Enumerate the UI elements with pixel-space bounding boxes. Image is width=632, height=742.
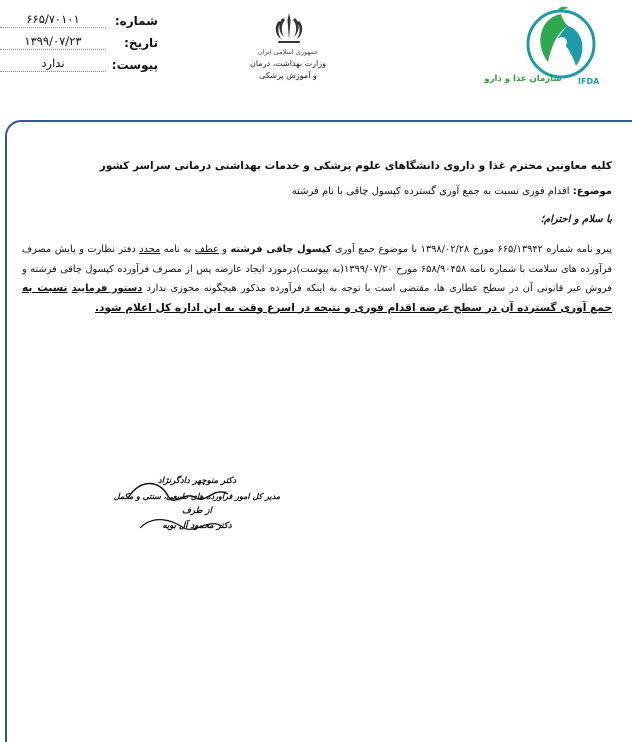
ministry-name-line1: وزارت بهداشت، درمان — [250, 59, 326, 68]
attachment-row — [0, 50, 158, 72]
letter-paragraph — [22, 240, 612, 318]
para-part-2: و — [218, 244, 231, 255]
letter-meta — [0, 6, 158, 72]
signer-delegate: دکتر محمود آل بویه — [162, 521, 232, 531]
para-directive: نسبت به جمع آوری گسترده آن در سطح عرضه اقدام فوری و نتیجه در اسرع وقت به این اداره کل اعلام شود. — [22, 282, 612, 314]
date-label: تاریخ: — [124, 36, 158, 50]
signer-title: مدیر کل امور فرآورده های طبیعی، سنتی و مکمل — [113, 492, 281, 501]
number-row — [0, 6, 158, 28]
para-part-3: به نامه — [160, 244, 195, 255]
ministry-block — [218, 46, 358, 82]
recipient-line: کلیه معاونین محترم غذا و داروی دانشگاهای علوم پزشکی و خدمات بهداشتی درمانی سراسر کشور — [99, 160, 612, 172]
org-name: سازمان غذا و دارو — [484, 74, 562, 84]
iran-emblem-icon — [272, 10, 306, 46]
greeting: با سلام و احترام؛ — [540, 214, 612, 225]
date-value: ۱۳۹۹/۰۷/۲۳ — [0, 34, 106, 50]
ministry-country: جمهوری اسلامی ایران — [257, 48, 319, 56]
signature-block — [112, 474, 282, 534]
para-ref-word: عطف — [194, 244, 219, 255]
number-label: شماره: — [114, 14, 158, 28]
number-value: ۶۶۵/۷۰۱۰۱ — [0, 12, 106, 28]
subject-line — [27, 186, 612, 197]
para-part-4: دفتر نظارت و پایش مصرف فرآورده های سلامت با شماره نامه ۶۵۸/۹۰۴۵۸ مورخ ۱۳۹۹/۰۷/۲۰(به پیوست)درمورد ایجاد عارضه پس از مصرف فرآورده کپسول چاقی فرشته و فروش غیر قانونی آن در سطح عطاری ها، مقتضی است با توجه به اینکه فرآورده مذکور هیچگونه مجوزی ندارد — [22, 244, 613, 294]
date-row — [0, 28, 158, 50]
para-again-word: مجدد — [139, 244, 161, 255]
ministry-name-line2: و آموزش پزشکی — [259, 71, 317, 80]
para-part-1: پیرو نامه شماره ۶۶۵/۱۳۹۴۲ مورخ ۱۳۹۸/۰۲/۲۸ با موضوع جمع آوری — [331, 244, 612, 255]
signer-name: دکتر منوچهر دادگرنژاد — [157, 476, 237, 486]
subject-text: اقدام فوری نسبت به جمع آوری گسترده کپسول چاقی با نام فرشته — [291, 186, 570, 197]
on-behalf: از طرف — [182, 506, 212, 516]
attachment-label: پیوست: — [111, 58, 158, 72]
para-order-phrase: دستور فرمایید — [71, 283, 143, 294]
para-product-name: کپسول چاقی فرشته — [230, 244, 332, 255]
attachment-value: ندارد — [0, 56, 106, 72]
subject-label: موضوع: — [572, 186, 612, 197]
ifda-logo-text: IFDA — [578, 77, 600, 86]
